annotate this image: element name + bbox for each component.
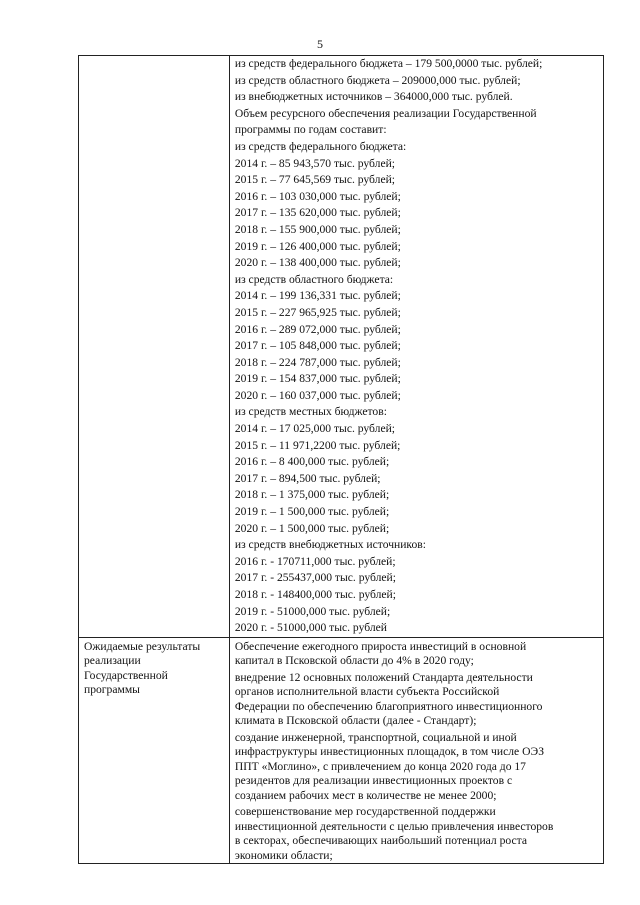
funding-line: 2015 г. – 77 645,569 тыс. рублей;	[234, 173, 396, 187]
funding-line: Объем ресурсного обеспечения реализации Государственной	[234, 106, 537, 120]
funding-line: 2018 г. - 148400,000 тыс. рублей;	[234, 588, 396, 601]
funding-line: 2016 г. - 170711,000 тыс. рублей;	[234, 554, 396, 568]
funding-line: 2018 г. – 224 787,000 тыс. рублей;	[234, 355, 401, 369]
results-paragraph-line: совершенствование мер государственной поддержки	[234, 805, 496, 819]
results-paragraph-line: органов исполнительной власти субъекта Российской	[234, 685, 500, 699]
funding-line: 2018 г. – 155 900,000 тыс. рублей;	[234, 222, 401, 236]
funding-line: 2017 г. – 894,500 тыс. рублей;	[234, 471, 381, 485]
funding-line: 2020 г. - 51000,000 тыс. рублей	[234, 621, 387, 635]
funding-line: 2016 г. – 8 400,000 тыс. рублей;	[234, 455, 390, 469]
funding-line: 2017 г. – 105 848,000 тыс. рублей;	[234, 339, 401, 353]
results-paragraph-line: ППТ «Моглино», с привлечением до конца 2020 года до 17	[234, 759, 526, 773]
funding-line: из средств областного бюджета:	[234, 272, 394, 286]
results-paragraph-line: создание инженерной, транспортной, социальной и иной	[234, 730, 517, 744]
funding-line: 2014 г. – 17 025,000 тыс. рублей;	[234, 422, 396, 436]
funding-line: 2018 г. – 1 375,000 тыс. рублей;	[234, 488, 390, 502]
results-paragraph-line: в секторах, обеспечивающих наибольший потенциал роста	[234, 834, 527, 848]
funding-line: 2014 г. – 85 943,570 тыс. рублей;	[234, 156, 396, 170]
results-paragraph	[235, 805, 598, 863]
program-passport-table	[78, 55, 604, 864]
results-label-line: Государственной	[84, 668, 168, 682]
expected-results-row	[79, 637, 604, 864]
results-paragraph	[235, 640, 598, 669]
funding-line: 2020 г. – 160 037,000 тыс. рублей;	[234, 388, 401, 402]
results-paragraph-line: экономики области;	[234, 848, 333, 862]
funding-line: из средств местных бюджетов:	[234, 405, 387, 419]
funding-value-cell	[229, 56, 603, 638]
results-label-line: программы	[84, 683, 140, 697]
expected-results-label-cell	[79, 637, 230, 864]
funding-line: из средств федерального бюджета – 179 500,0000 тыс. рублей;	[234, 57, 543, 70]
funding-line: 2014 г. – 199 136,331 тыс. рублей;	[234, 289, 401, 303]
results-paragraph-line: инфраструктуры инвестиционных площадок, в том числе ОЭЗ	[234, 745, 545, 759]
funding-line: 2019 г. - 51000,000 тыс. рублей;	[234, 604, 391, 618]
funding-line: программы по годам составит:	[234, 123, 387, 137]
funding-label-cell	[79, 56, 230, 638]
results-label-line: Ожидаемые результаты	[84, 639, 201, 653]
expected-results-value-cell	[229, 637, 603, 864]
results-paragraph	[235, 671, 598, 729]
funding-line: 2015 г. – 11 971,2200 тыс. рублей;	[234, 438, 401, 452]
results-paragraph-line: созданием рабочих мест в количестве не менее 2000;	[234, 788, 497, 802]
funding-line: из средств областного бюджета – 209000,000 тыс. рублей;	[234, 73, 521, 87]
funding-line: 2017 г. - 255437,000 тыс. рублей;	[234, 571, 396, 585]
results-paragraph-line: Федерации по обеспечению благоприятного инвестиционного	[234, 699, 543, 713]
funding-line: 2020 г. – 1 500,000 тыс. рублей;	[234, 521, 390, 535]
funding-line: 2019 г. – 126 400,000 тыс. рублей;	[234, 239, 401, 253]
results-paragraph-line: резидентов для реализации инвестиционных проектов с	[234, 774, 513, 788]
results-paragraph-line: капитал в Псковской области до 4% в 2020 году;	[234, 654, 474, 668]
funding-line: 2019 г. – 154 837,000 тыс. рублей;	[234, 372, 401, 386]
funding-line: 2016 г. – 103 030,000 тыс. рублей;	[234, 189, 401, 203]
results-paragraph-line: климата в Псковской области (далее - Стандарт);	[234, 714, 477, 728]
results-paragraph-line: инвестиционной деятельности с целью привлечения инвесторов	[234, 819, 554, 833]
funding-row	[79, 56, 604, 638]
results-paragraph-line: Обеспечение ежегодного прироста инвестиций в основной	[234, 639, 527, 653]
funding-line: 2020 г. – 138 400,000 тыс. рублей;	[234, 256, 401, 270]
funding-line: из внебюджетных источников – 364000,000 тыс. рублей.	[234, 90, 513, 104]
funding-line: 2019 г. – 1 500,000 тыс. рублей;	[234, 505, 390, 519]
funding-line: 2017 г. – 135 620,000 тыс. рублей;	[234, 206, 401, 220]
funding-line: из средств внебюджетных источников:	[234, 538, 426, 552]
funding-line: 2016 г. – 289 072,000 тыс. рублей;	[234, 322, 401, 336]
page-number: 5	[317, 37, 323, 51]
results-paragraph-line: внедрение 12 основных положений Стандарта деятельности	[234, 670, 533, 684]
results-label-line: реализации	[84, 654, 141, 668]
funding-line: из средств федерального бюджета:	[234, 139, 407, 153]
results-paragraph	[235, 731, 598, 804]
funding-line: 2015 г. – 227 965,925 тыс. рублей;	[234, 305, 401, 319]
